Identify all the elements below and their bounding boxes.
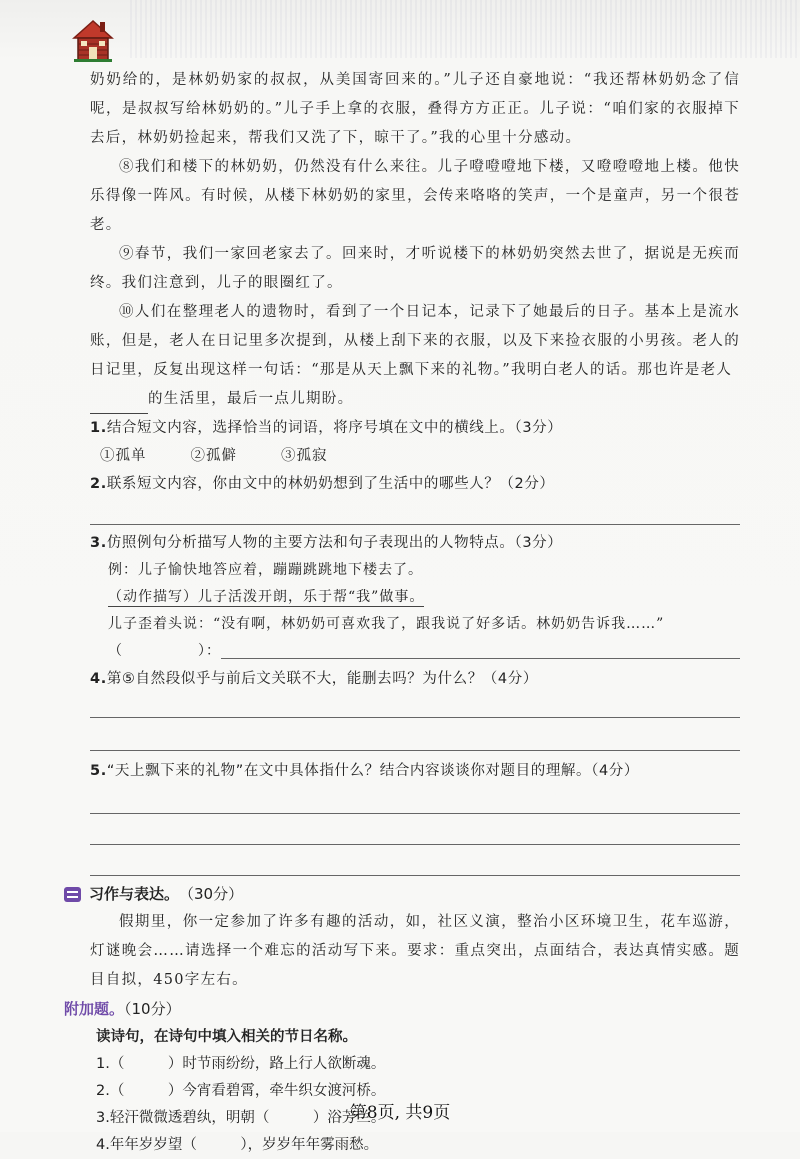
example-sentence: 例：儿子愉快地答应着，蹦蹦跳跳地下楼去了。 [108,562,423,578]
example-analysis [90,584,740,611]
question-4-text: 第⑤自然段似乎与前后文关联不大，能删去吗？为什么？（4分） [106,671,538,687]
story-paragraph-10-tail: 的生活里，最后一点儿期盼。 [148,391,354,407]
option-1: ①孤单 [100,448,147,464]
question-3-text: 仿照例句分析描写人物的主要方法和句子表现出的人物特点。（3分） [106,535,563,551]
question-3-sentence: 儿子歪着头说：“没有啊，林奶奶可喜欢我了，跟我说了好多话。林奶奶告诉我……” [108,616,665,632]
bonus-score: （10分） [124,1000,181,1018]
list-icon [64,887,81,902]
question-3-answer [90,638,740,665]
question-2-number: 2. [90,476,107,492]
story-paragraph-10-text: ⑩人们在整理老人的遗物时，看到了一个日记本，记录下了她最后的日子。基本上是流水账，但是，老人在日记里多次提到，从楼上刮下来的衣服，以及下来捡衣服的小男孩。老人的日记里，反复出现这样一句话：“那是从天上飘下来的礼物。”我明白老人的话。那也许是老人 [90,304,740,378]
bonus-label: 附加题。 [64,1000,125,1018]
bonus-section-title [64,995,740,1023]
page-footer: 第8页, 共9页 [349,1103,451,1123]
option-2: ②孤僻 [190,448,237,464]
question-5 [90,757,740,785]
question-5-text: “天上飘下来的礼物”在文中具体指什么？结合内容谈谈你对题目的理解。（4分） [106,763,640,779]
content [64,66,740,1159]
question-1 [90,414,740,442]
bonus-instruction: 读诗句，在诗句中填入相关的节日名称。 [96,1029,357,1045]
question-1-number: 1. [90,420,107,436]
poem-line-4: 4.年年岁岁望（ ），岁岁年年雾雨愁。 [96,1137,379,1153]
writing-section-title [64,880,740,908]
example-analysis-text: （动作描写）儿子活泼开朗，乐于帮“我”做事。 [108,589,425,605]
poem-line-2: 2.（ ）今宵看碧霄，牵牛织女渡河桥。 [96,1083,386,1099]
writing-score: （30分） [179,885,244,903]
question-3-blank[interactable]: （ ）： [108,643,221,659]
story-paragraph-8: ⑧我们和楼下的林奶奶，仍然没有什么来往。儿子噔噔噔地下楼，又噔噔噔地上楼。他快乐得像一阵风。有时候，从楼下林奶奶的家里，会传来咯咯的笑声，一个是童声，另一个很苍老。 [90,159,740,233]
fill-blank[interactable] [90,399,148,414]
question-3 [90,529,740,557]
story-paragraph-10 [90,298,740,414]
question-1-text: 结合短文内容，选择恰当的词语，将序号填在文中的横线上。（3分） [106,420,563,436]
poem-line-1: 1.（ ）时节雨纷纷，路上行人欲断魂。 [96,1056,386,1072]
writing-prompt: 假期里，你一定参加了许多有趣的活动，如，社区义演，整治小区环境卫生，花车巡游，灯谜晚会……请选择一个难忘的活动写下来。要求：重点突出，点面结合，表达真情实感。题目自拟，450字左右。 [90,914,740,988]
writing-title: 习作与表达。 [89,885,180,903]
question-4-number: 4. [90,671,107,687]
question-4 [90,665,740,693]
house-icon [72,18,114,62]
question-2-text: 联系短文内容，你由文中的林奶奶想到了生活中的哪些人？（2分） [106,476,555,492]
poem-line-3: 3.轻汗微微透碧纨，明朝（ ）浴芳兰。 [96,1110,386,1126]
header-band [130,0,800,58]
question-2 [90,470,740,498]
story-paragraph-9: ⑨春节，我们一家回老家去了。回来时，才听说楼下的林奶奶突然去世了，据说是无疾而终。我们注意到，儿子的眼圈红了。 [90,246,740,291]
question-1-options [90,442,740,470]
question-5-number: 5. [90,763,107,779]
answer-line[interactable] [221,658,740,659]
option-3: ③孤寂 [281,448,328,464]
question-3-number: 3. [90,535,107,551]
story-paragraph-continued: 奶奶给的，是林奶奶家的叔叔，从美国寄回来的。”儿子还自豪地说：“我还帮林奶奶念了信呢，是叔叔写给林奶奶的。”儿子手上拿的衣服，叠得方方正正。儿子说：“咱们家的衣服掉下去后，林奶奶捡起来，帮我们又洗了下，晾干了。”我的心里十分感动。 [90,72,740,146]
